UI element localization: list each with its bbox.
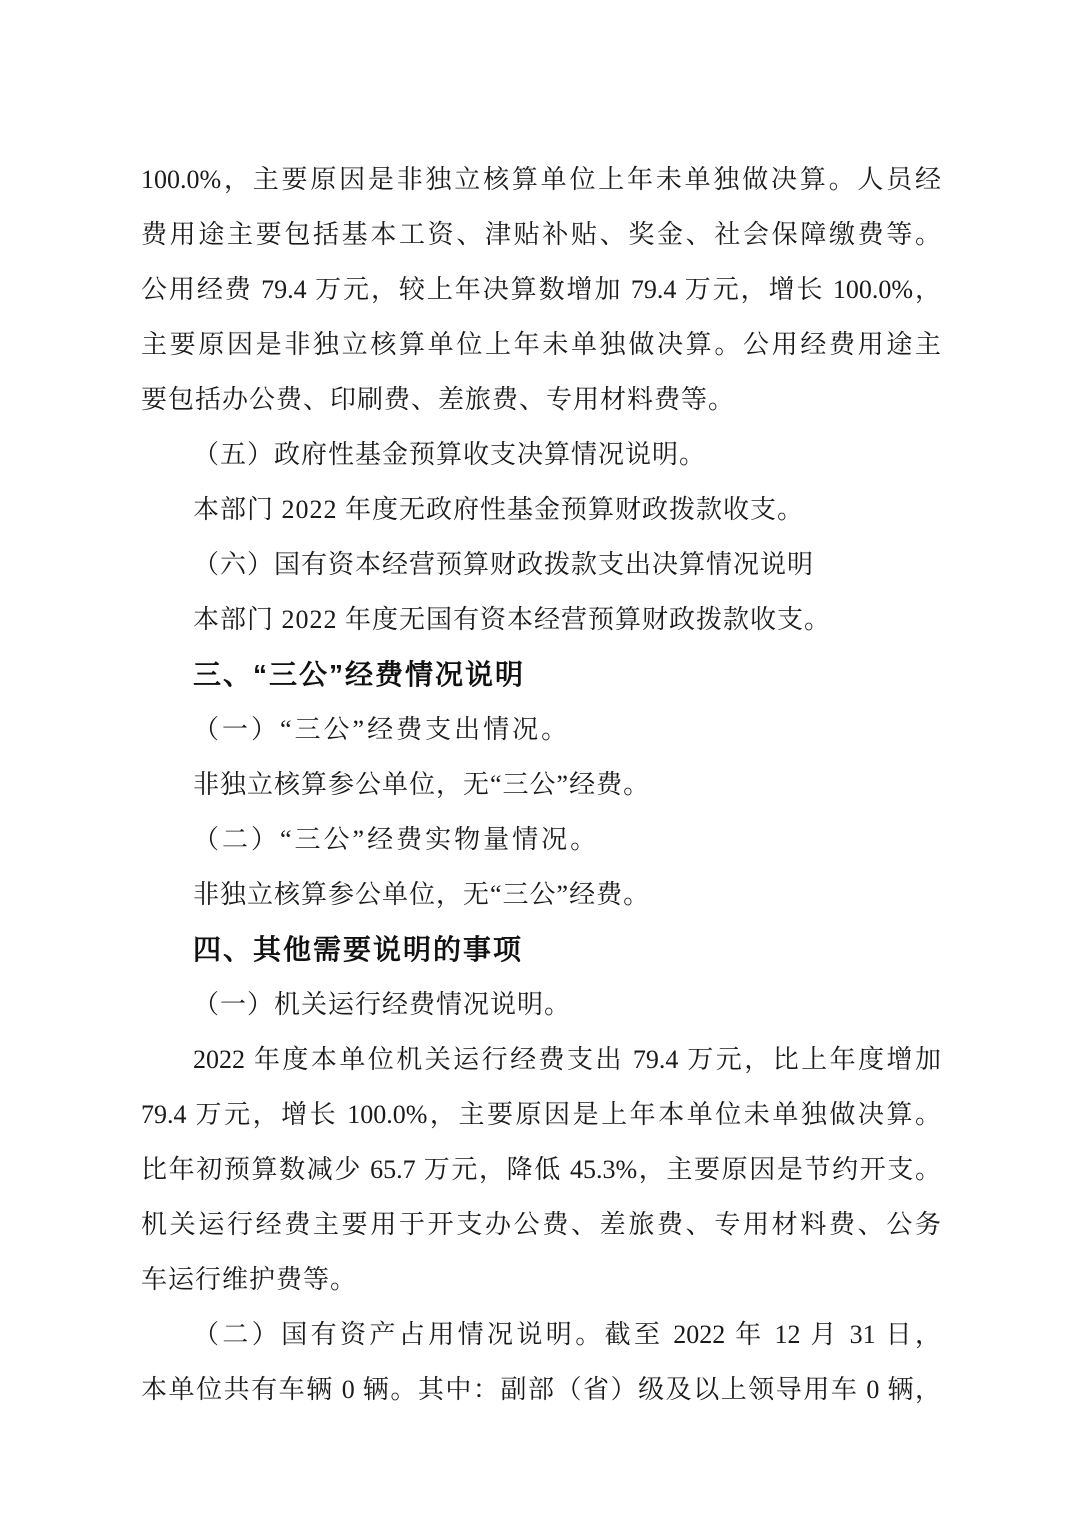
section-heading: 三、“三公”经费情况说明	[193, 659, 526, 690]
text-line: 非独立核算参公单位，无“三公”经费。	[193, 880, 651, 909]
text-line: 车运行维护费等。	[141, 1265, 358, 1294]
text-line: 本单位共有车辆 0 辆。其中：副部（省）级及以上领导用车 0 辆，	[141, 1375, 941, 1404]
document-text-block	[141, 152, 941, 1417]
text-line: 2022 年度本单位机关运行经费支出 79.4 万元，比上年度增加	[193, 1045, 941, 1074]
text-line: 100.0%，主要原因是非独立核算单位上年未单独做决算。人员经	[141, 165, 941, 194]
text-line: 本部门 2022 年度无国有资本经营预算财政拨款收支。	[193, 605, 832, 634]
text-line: 费用途主要包括基本工资、津贴补贴、奖金、社会保障缴费等。	[141, 220, 941, 249]
text-line: 79.4 万元，增长 100.0%，主要原因是上年本单位未单独做决算。	[141, 1100, 941, 1129]
text-line: 要包括办公费、印刷费、差旅费、专用材料费等。	[141, 385, 736, 414]
text-line: 公用经费 79.4 万元，较上年决算数增加 79.4 万元，增长 100.0%，	[141, 275, 941, 304]
text-line: （二）“三公”经费实物量情况。	[193, 825, 600, 854]
text-line: （一）机关运行经费情况说明。	[193, 990, 572, 1019]
text-line: （六）国有资本经营预算财政拨款支出决算情况说明	[193, 550, 815, 579]
text-line: （一）“三公”经费支出情况。	[193, 715, 571, 744]
text-line: （五）政府性基金预算收支决算情况说明。	[193, 440, 707, 469]
text-line: 本部门 2022 年度无政府性基金预算财政拨款收支。	[193, 495, 805, 524]
text-line: 主要原因是非独立核算单位上年未单独做决算。公用经费用途主	[141, 330, 941, 359]
section-heading: 四、其他需要说明的事项	[193, 934, 524, 965]
text-line: 机关运行经费主要用于开支办公费、差旅费、专用材料费、公务	[141, 1210, 941, 1239]
text-line: 比年初预算数减少 65.7 万元，降低 45.3%，主要原因是节约开支。	[141, 1155, 941, 1184]
text-line: （二）国有资产占用情况说明。截至 2022 年 12 月 31 日，	[193, 1320, 941, 1349]
text-line: 非独立核算参公单位，无“三公”经费。	[193, 770, 651, 799]
